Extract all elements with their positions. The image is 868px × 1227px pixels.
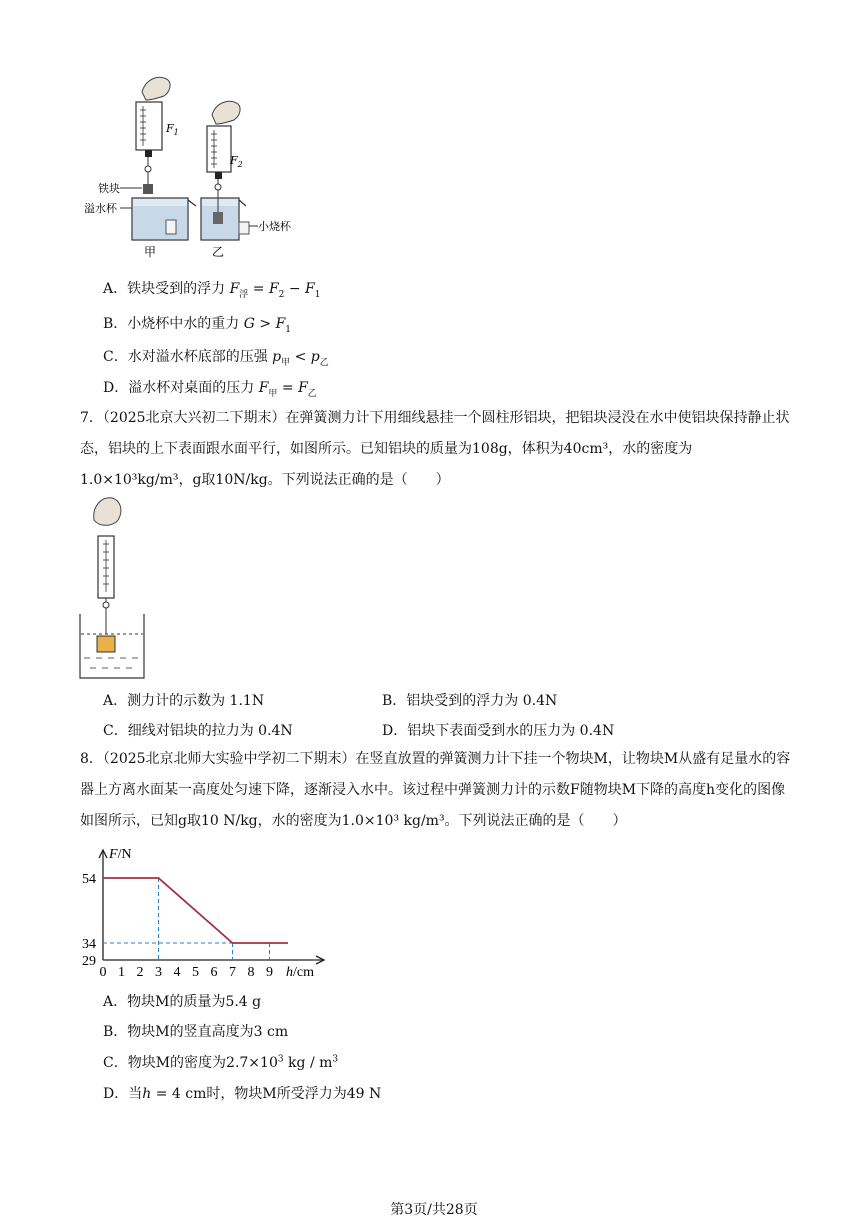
- series-line: [103, 878, 288, 943]
- q6-option-b: B．小烧杯中水的重力 $G > F_1$: [103, 316, 292, 335]
- spring-scale-1: [136, 102, 162, 150]
- hand-icon: [142, 77, 170, 100]
- q7-option-b: B．铝块受到的浮力为 0.4N: [382, 693, 558, 709]
- q7-stem: 7．（2025北京大兴初二下期末）在弹簧测力计下用细线悬挂一个圆柱形铝块，把铝块浸没在水中使铝块保持静止状态，铝块的上下表面跟水面平行，如图所示。已知铝块的质量为108g，体积为40cm³，水的密度为1.0×10³kg/m³，g取10N/kg。下列说法正确的是（ ）: [80, 410, 790, 488]
- x-tick-label: 8: [247, 965, 255, 980]
- small-beaker-1: [166, 220, 176, 234]
- small-beaker-2: [239, 222, 249, 234]
- q7-option-c: C．细线对铝块的拉力为 0.4N: [103, 723, 293, 739]
- x-tick-label: 9: [266, 965, 273, 980]
- x-tick-label: 6: [210, 965, 218, 980]
- q8-option-b: B．物块M的竖直高度为3 cm: [103, 1024, 289, 1040]
- label-small-beaker: 小烧杯: [258, 220, 291, 233]
- label-overflow-cup: 溢水杯: [84, 202, 117, 215]
- caption-yi: 乙: [212, 245, 225, 259]
- iron-block-submerged: [213, 212, 223, 224]
- f-h-chart: [74, 838, 334, 982]
- q6-option-a: A．铁块受到的浮力 $F_浮 = F_2 - F_1$: [103, 281, 321, 300]
- caption-jia: 甲: [144, 245, 157, 259]
- y-axis-label: F/N: [109, 847, 132, 862]
- q7-option-d: D．铝块下表面受到水的压力为 0.4N: [382, 723, 615, 739]
- page-footer: 第3页/共28页: [390, 1202, 478, 1218]
- aluminum-block: [97, 636, 115, 652]
- x-tick-label: 0: [99, 965, 107, 980]
- hand-icon: [212, 101, 240, 124]
- y-tick-label: 29: [82, 954, 96, 969]
- q7-figure: [78, 492, 150, 682]
- q6-option-c: C．水对溢水杯底部的压强 $p_甲 < p_乙$: [103, 349, 329, 368]
- x-tick-label: 2: [136, 965, 144, 980]
- q6-option-d: D．溢水杯对桌面的压力 $F_甲 = F_乙$: [103, 380, 317, 399]
- label-iron-block: 铁块: [98, 182, 120, 195]
- q8-option-c: C．物块M的密度为$2.7\times 10^3$ kg / $m^3$: [103, 1054, 339, 1071]
- y-tick-label: 54: [82, 872, 96, 887]
- q8-stem: 8．（2025北京北师大实验中学初二下期末）在竖直放置的弹簧测力计下挂一个物块M，让物块M从盛有足量水的容器上方离水面某一高度处匀速下降，逐渐浸入水中。该过程中弹簧测力计的示数F随物块M下降的高度h变化的图像如图所示，已知g取10 N/kg，水的密度为1.0×10³ kg/m³。下列说法正确的是（ ）: [80, 751, 791, 829]
- x-axis-label: h/cm: [286, 965, 314, 980]
- q8-option-a: A．物块M的质量为5.4 g: [103, 994, 262, 1010]
- iron-block: [143, 184, 153, 194]
- x-tick-label: 3: [155, 965, 162, 980]
- x-tick-label: 4: [173, 965, 181, 980]
- y-tick-label: 34: [82, 937, 96, 952]
- q8-option-d: D．当h = 4 cm时，物块M所受浮力为49 N: [103, 1086, 382, 1102]
- x-tick-label: 5: [192, 965, 199, 980]
- x-tick-label: 7: [229, 965, 236, 980]
- label-f1: $F_1$: [166, 122, 179, 137]
- spring-scale-2: [207, 126, 231, 172]
- x-tick-label: 1: [118, 965, 125, 980]
- q6-figure: [80, 70, 310, 262]
- label-f2: $F_2$: [230, 154, 243, 169]
- hand-icon: [94, 498, 121, 526]
- q7-option-a: A．测力计的示数为 1.1N: [103, 693, 265, 709]
